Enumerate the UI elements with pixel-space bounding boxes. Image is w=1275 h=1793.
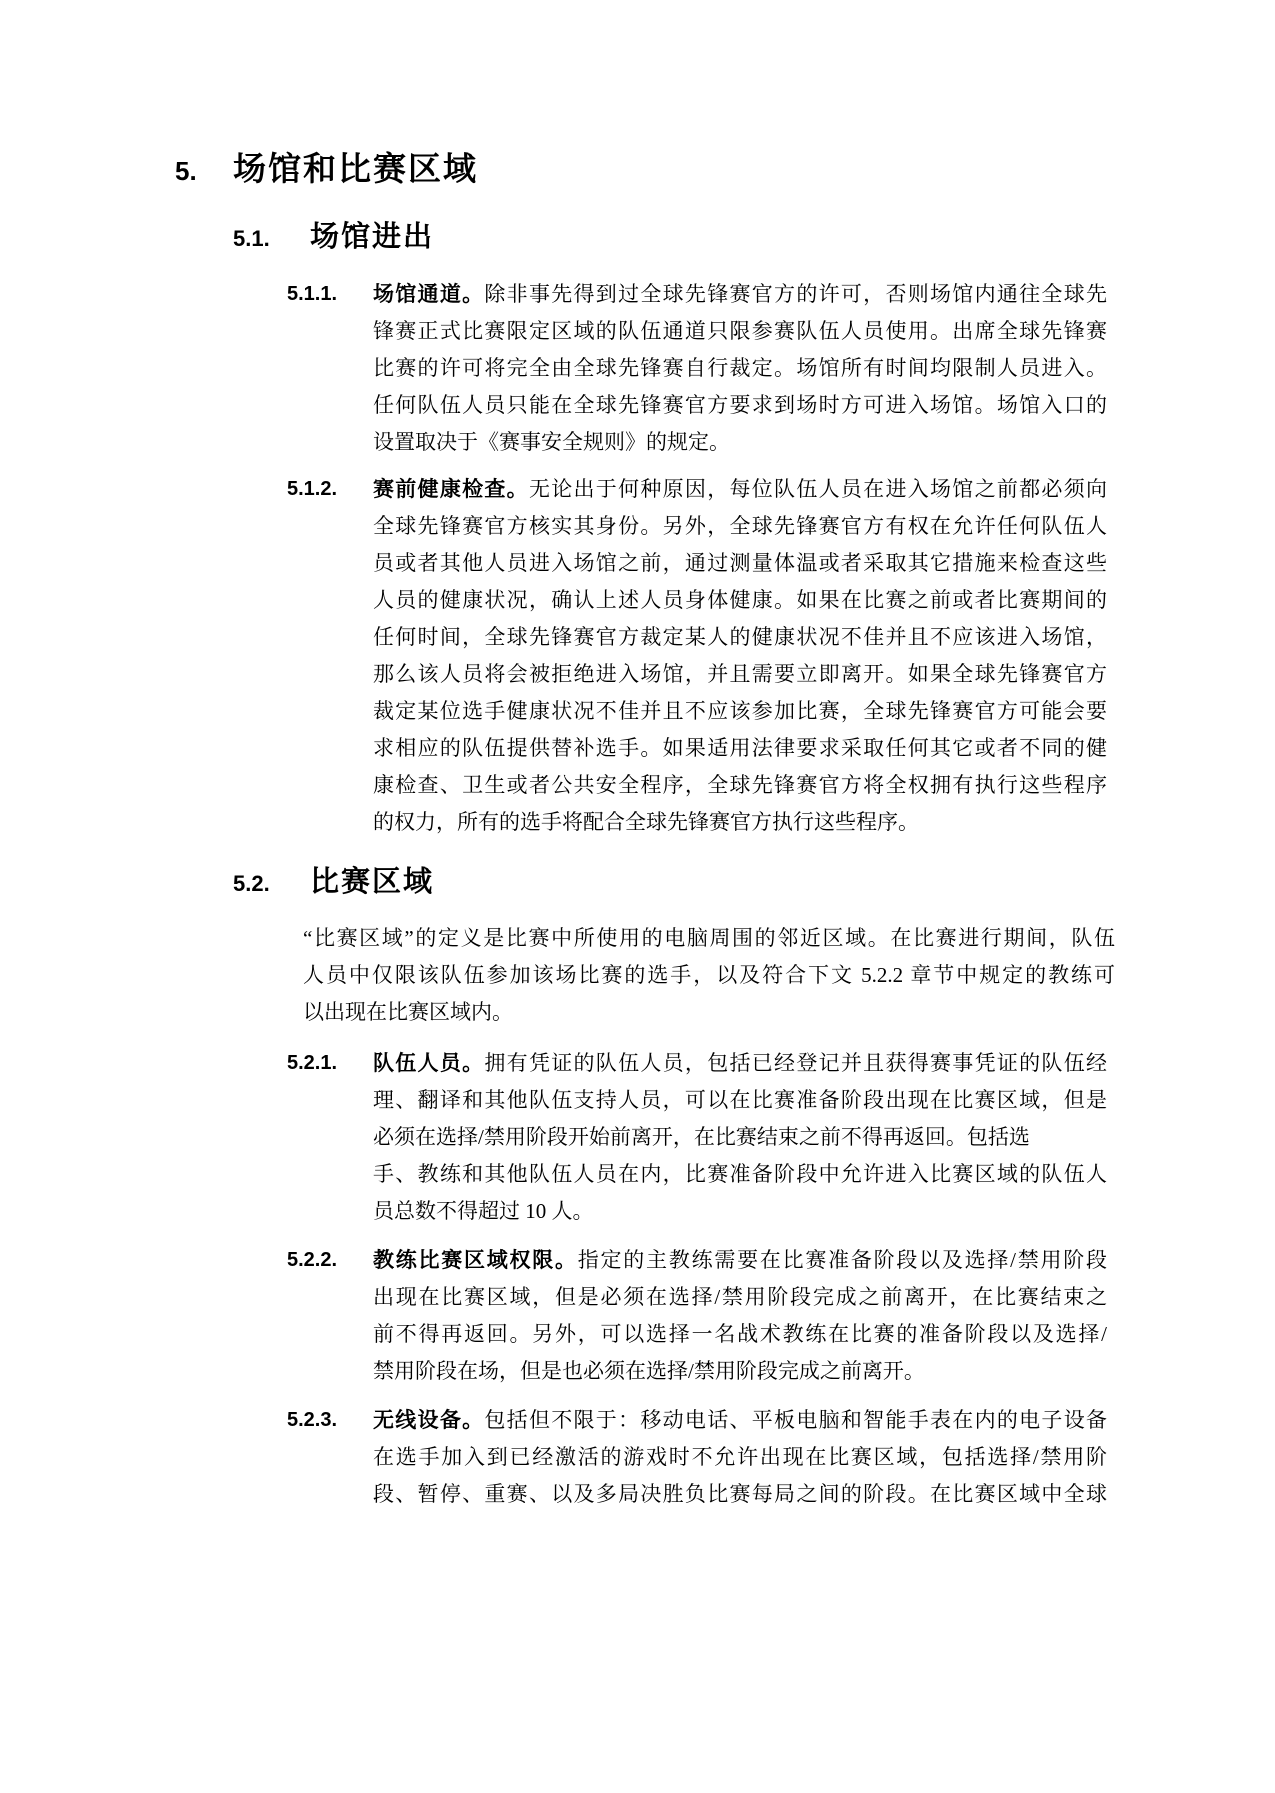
clause-line: 那么该人员将会被拒绝进入场馆，并且需要立即离开。如果全球先锋赛官方 bbox=[373, 662, 1107, 686]
clause-line: 人员的健康状况，确认上述人员身体健康。如果在比赛之前或者比赛期间的 bbox=[373, 588, 1107, 612]
clause-line bbox=[373, 1242, 1107, 1279]
clause-line bbox=[373, 276, 1107, 313]
clause-body bbox=[373, 1242, 1107, 1390]
section-number: 5. bbox=[175, 156, 197, 186]
clause-5-2-2 bbox=[287, 1242, 1275, 1390]
clause-number: 5.1.1. bbox=[287, 283, 338, 305]
clause-line: 必须在选择/禁用阶段开始前离开，在比赛结束之前不得再返回。包括选 bbox=[373, 1125, 1030, 1149]
clause-line: 员总数不得超过 10 人。 bbox=[373, 1199, 594, 1223]
clause-line bbox=[373, 1402, 1107, 1439]
paragraph-line: “比赛区域”的定义是比赛中所使用的电脑周围的邻近区域。在比赛进行期间，队伍 bbox=[303, 926, 1115, 950]
clause-line: 出现在比赛区域，但是必须在选择/禁用阶段完成之前离开，在比赛结束之 bbox=[373, 1285, 1107, 1309]
clause-5-2-1 bbox=[287, 1045, 1275, 1230]
clause-line: 康检查、卫生或者公共安全程序，全球先锋赛官方将全权拥有执行这些程序 bbox=[373, 773, 1107, 797]
clause-number: 5.2.1. bbox=[287, 1052, 338, 1074]
paragraph-competition-area-intro bbox=[303, 920, 1115, 1031]
clause-text: 包括但不限于：移动电话、平板电脑和智能手表在内的电子设备 bbox=[484, 1408, 1107, 1432]
document-page bbox=[0, 143, 1275, 1793]
clause-lead: 无线设备。 bbox=[373, 1408, 485, 1432]
clause-text: 除非事先得到过全球先锋赛官方的许可，否则场馆内通往全球先 bbox=[484, 282, 1107, 306]
clause-text: 拥有凭证的队伍人员，包括已经登记并且获得赛事凭证的队伍经 bbox=[484, 1051, 1107, 1075]
clause-number: 5.2.2. bbox=[287, 1249, 338, 1271]
clause-line: 在选手加入到已经激活的游戏时不允许出现在比赛区域，包括选择/禁用阶 bbox=[373, 1445, 1107, 1469]
clause-line: 前不得再返回。另外，可以选择一名战术教练在比赛的准备阶段以及选择/ bbox=[373, 1322, 1107, 1346]
clause-line: 员或者其他人员进入场馆之前，通过测量体温或者采取其它措施来检查这些 bbox=[373, 551, 1107, 575]
clause-lead: 场馆通道。 bbox=[373, 282, 485, 306]
clause-body bbox=[373, 276, 1107, 461]
clause-body bbox=[373, 1045, 1107, 1230]
clause-number: 5.1.2. bbox=[287, 478, 338, 500]
clause-5-1-1 bbox=[287, 276, 1275, 461]
clause-body bbox=[373, 471, 1107, 841]
clause-line: 锋赛正式比赛限定区域的队伍通道只限参赛队伍人员使用。出席全球先锋赛 bbox=[373, 319, 1107, 343]
clause-line: 段、暂停、重赛、以及多局决胜负比赛每局之间的阶段。在比赛区域中全球 bbox=[373, 1482, 1107, 1506]
clause-line bbox=[373, 471, 1107, 508]
paragraph-line: 人员中仅限该队伍参加该场比赛的选手，以及符合下文 5.2.2 章节中规定的教练可 bbox=[303, 963, 1115, 987]
subsection-heading-5-1 bbox=[233, 214, 1275, 255]
clause-line bbox=[373, 1045, 1107, 1082]
clause-5-1-2 bbox=[287, 471, 1275, 841]
clause-5-2-3 bbox=[287, 1402, 1275, 1513]
clause-line: 理、翻译和其他队伍支持人员，可以在比赛准备阶段出现在比赛区域，但是 bbox=[373, 1088, 1107, 1112]
subsection-number: 5.1. bbox=[233, 226, 270, 251]
clause-line: 设置取决于《赛事安全规则》的规定。 bbox=[373, 430, 730, 454]
clause-line: 任何时间，全球先锋赛官方裁定某人的健康状况不佳并且不应该进入场馆， bbox=[373, 625, 1107, 649]
section-heading bbox=[175, 143, 1275, 190]
clause-line: 的权力，所有的选手将配合全球先锋赛官方执行这些程序。 bbox=[373, 810, 919, 834]
clause-body bbox=[373, 1402, 1107, 1513]
clause-line: 比赛的许可将完全由全球先锋赛自行裁定。场馆所有时间均限制人员进入。 bbox=[373, 356, 1107, 380]
clause-number: 5.2.3. bbox=[287, 1409, 338, 1431]
subsection-title: 比赛区域 bbox=[310, 866, 435, 898]
clause-text: 无论出于何种原因，每位队伍人员在进入场馆之前都必须向 bbox=[528, 477, 1107, 501]
section-title: 场馆和比赛区域 bbox=[233, 152, 478, 188]
clause-line: 禁用阶段在场，但是也必须在选择/禁用阶段完成之前离开。 bbox=[373, 1359, 925, 1383]
subsection-heading-5-2 bbox=[233, 859, 1275, 900]
clause-lead: 教练比赛区域权限。 bbox=[373, 1248, 578, 1272]
paragraph-line: 以出现在比赛区域内。 bbox=[303, 1000, 513, 1024]
clause-lead: 队伍人员。 bbox=[373, 1051, 485, 1075]
clause-line: 任何队伍人员只能在全球先锋赛官方要求到场时方可进入场馆。场馆入口的 bbox=[373, 393, 1107, 417]
subsection-number: 5.2. bbox=[233, 871, 270, 896]
clause-line: 求相应的队伍提供替补选手。如果适用法律要求采取任何其它或者不同的健 bbox=[373, 736, 1107, 760]
clause-line: 裁定某位选手健康状况不佳并且不应该参加比赛，全球先锋赛官方可能会要 bbox=[373, 699, 1107, 723]
clause-text: 指定的主教练需要在比赛准备阶段以及选择/禁用阶段 bbox=[577, 1248, 1107, 1272]
clause-lead: 赛前健康检查。 bbox=[373, 477, 529, 501]
clause-line: 手、教练和其他队伍人员在内，比赛准备阶段中允许进入比赛区域的队伍人 bbox=[373, 1162, 1107, 1186]
subsection-title: 场馆进出 bbox=[310, 221, 435, 253]
clause-line: 全球先锋赛官方核实其身份。另外，全球先锋赛官方有权在允许任何队伍人 bbox=[373, 514, 1107, 538]
